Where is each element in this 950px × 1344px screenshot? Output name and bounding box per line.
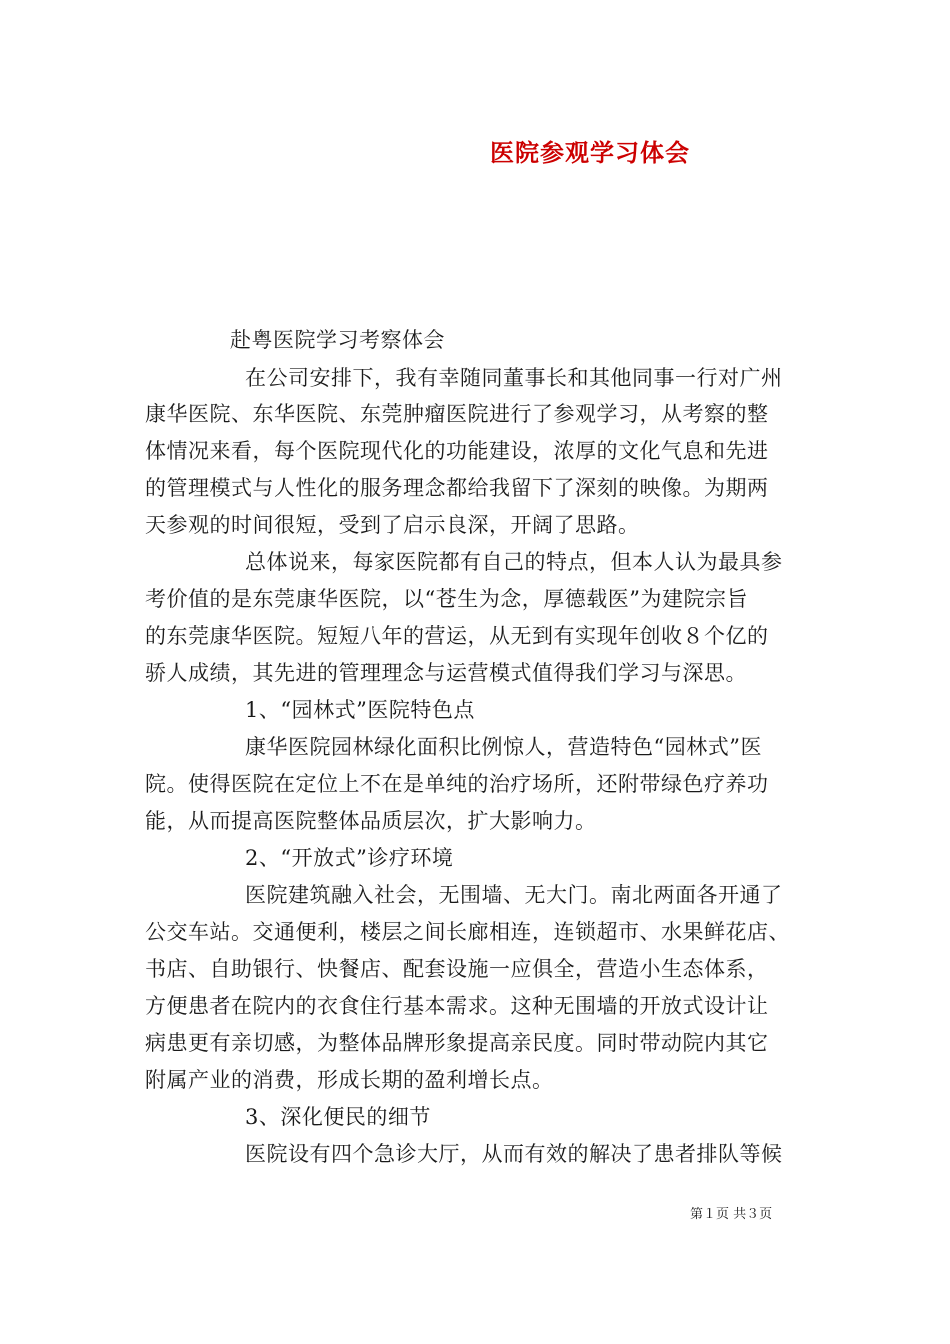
body-line: 书店、自助银行、快餐店、配套设施一应俱全，营造小生态体系，	[145, 957, 769, 981]
document-title: 医院参观学习体会	[490, 138, 690, 167]
body-line: 骄人成绩，其先进的管理理念与运营模式值得我们学习与深思。	[145, 661, 747, 685]
body-line: 康华医院园林绿化面积比例惊人，营造特色“园林式”医	[245, 735, 762, 759]
body-line: 医院建筑融入社会，无围墙、无大门。南北两面各开通了	[245, 883, 783, 907]
subtitle-line: 赴粤医院学习考察体会	[230, 328, 445, 352]
body-line: 的东莞康华医院。短短八年的营运，从无到有实现年创收８个亿的	[145, 624, 769, 648]
page-number: 第１页 共３页	[690, 1207, 773, 1222]
body-line: 考价值的是东莞康华医院，以“苍生为念，厚德载医”为建院宗旨	[145, 587, 748, 611]
body-line: 康华医院、东华医院、东莞肿瘤医院进行了参观学习，从考察的整	[145, 402, 769, 426]
body-line: 院。使得医院在定位上不在是单纯的治疗场所，还附带绿色疗养功	[145, 772, 769, 796]
section-heading: 1、“园林式”医院特色点	[245, 698, 475, 722]
body-line: 附属产业的消费，形成长期的盈利增长点。	[145, 1068, 554, 1092]
section-heading: 2、“开放式”诊疗环境	[245, 846, 454, 870]
body-line: 总体说来，每家医院都有自己的特点，但本人认为最具参	[245, 550, 783, 574]
body-line: 在公司安排下，我有幸随同董事长和其他同事一行对广州	[245, 366, 783, 390]
body-line: 的管理模式与人性化的服务理念都给我留下了深刻的映像。为期两	[145, 476, 769, 500]
body-line: 天参观的时间很短，受到了启示良深，开阔了思路。	[145, 513, 640, 537]
section-heading: 3、深化便民的细节	[245, 1105, 431, 1129]
body-line: 体情况来看，每个医院现代化的功能建设，浓厚的文化气息和先进	[145, 439, 769, 463]
body-line: 能，从而提高医院整体品质层次，扩大影响力。	[145, 809, 597, 833]
body-line: 方便患者在院内的衣食住行基本需求。这种无围墙的开放式设计让	[145, 994, 769, 1018]
body-line: 病患更有亲切感，为整体品牌形象提高亲民度。同时带动院内其它	[145, 1031, 769, 1055]
body-line: 公交车站。交通便利，楼层之间长廊相连，连锁超市、水果鲜花店、	[145, 920, 790, 944]
body-line: 医院设有四个急诊大厅，从而有效的解决了患者排队等候	[245, 1142, 783, 1166]
